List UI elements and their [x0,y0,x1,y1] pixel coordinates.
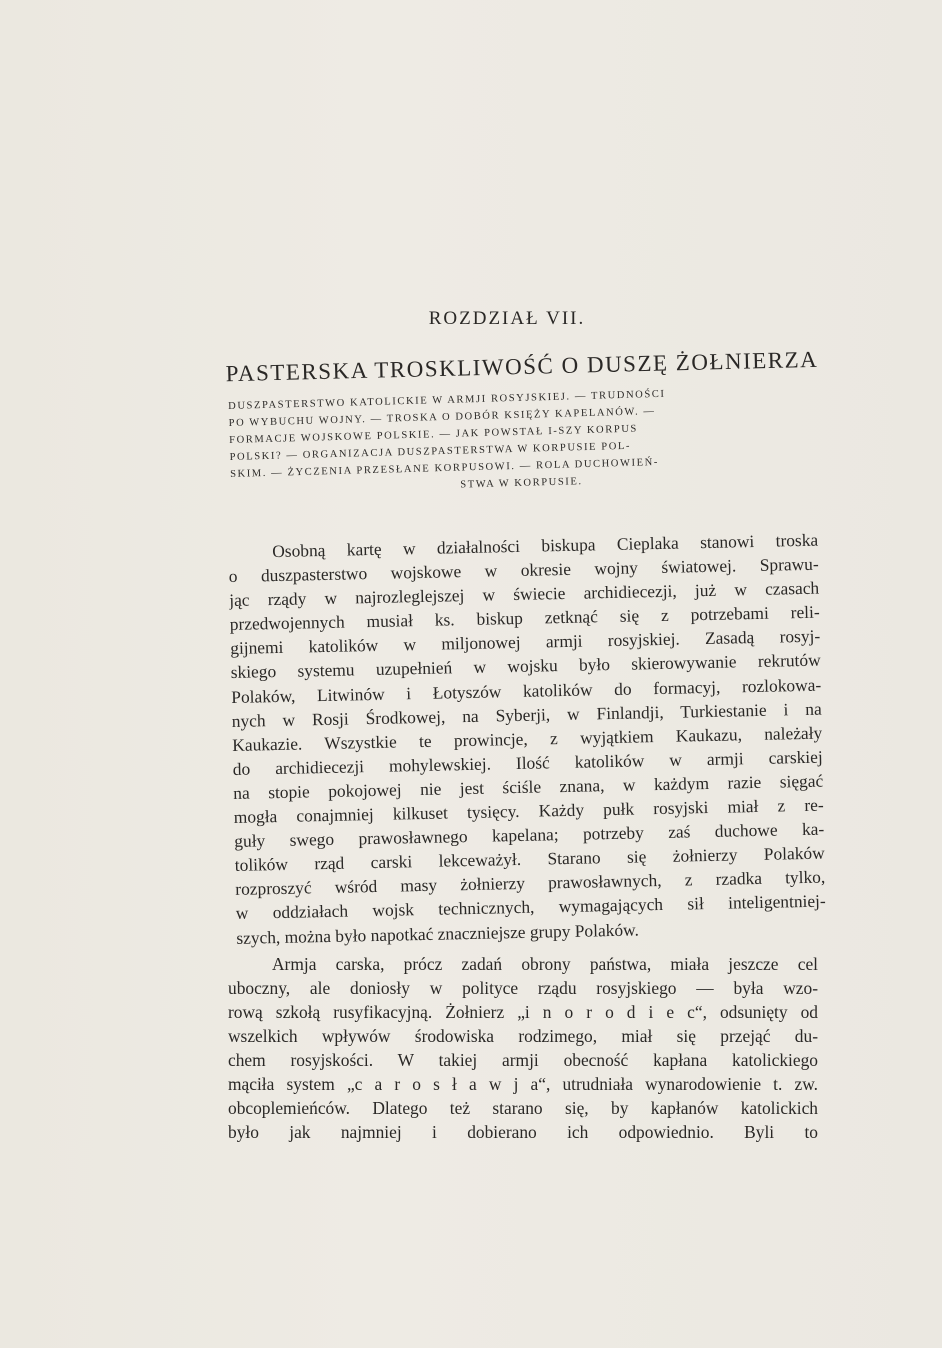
chapter-summary [228,382,813,500]
chapter-label: ROZDZIAŁ VII. [428,308,586,329]
text-line: było jak najmniej i dobierano ich odpowiednio. Byli to [228,1122,818,1143]
text-line: Polaków, Litwinów i Łotyszów katolików do formacyj, rozlokowa- [231,674,822,707]
text-line: guły swego prawosławnego kapelana; potrzeby zaś duchowe ka- [234,818,825,852]
paragraph-2 [228,952,818,1145]
body-text [228,529,826,1144]
text-line: obcoplemieńców. Dlatego też starano się, by kapłanów katolickich [228,1098,818,1119]
text-line: szych, można było napotkać znaczniejsze grupy Polaków. [236,918,640,948]
text-line: rową szkołą rusyfikacyjną. Żołnierz „i n o r o d i e c“, odsunięty od [228,1001,818,1022]
summary-line: DUSZPASTERSTWO KATOLICKIE W ARMJI ROSYJSKIEJ. — TRUDNOŚCI [228,388,666,412]
text-line: o duszpasterstwo wojskowe w okresie wojny światowej. Sprawu- [228,553,819,587]
summary-line: STWA W KORPUSIE. [460,476,583,491]
text-line: mogła conajmniej kilkuset tysięcy. Każdy pułk rosyjski miał z re- [233,794,824,827]
paragraph-1 [228,528,826,950]
summary-line: SKIM. — ŻYCZENIA PRZESŁANE KORPUSOWI. — ROLA DUCHOWIEŃ- [229,456,660,480]
text-line: uboczny, ale doniosły w polityce rządu rosyjskiego — była wzo- [228,977,818,998]
chapter-title: PASTERSKA TROSKLIWOŚĆ O DUSZĘ ŻOŁNIERZA [225,346,819,387]
text-line: chem rosyjskości. W takiej armji obecność kapłana katolickiego [228,1049,818,1070]
text-line: skiego systemu uzupełnień w wojsku było skierowywanie rekrutów [230,650,821,683]
text-line: przedwojennych musiał ks. biskup zetknąć się z potrzebami reli- [229,601,820,635]
text-line: tolików rząd carski lekceważył. Starano się żołnierzy Polaków [234,842,825,876]
text-line: gijnemi katolików w miljonowej armji rosyjskiej. Zasadą rosyj- [230,625,821,659]
summary-line: POLSKI? — ORGANIZACJA DUSZPASTERSTWA W KORPUSIE POL- [229,440,632,463]
summary-line: FORMACJE WOJSKOWE POLSKIE. — JAK POWSTAŁ I-SZY KORPUS [229,423,639,446]
text-line: mąciła system „c a r o s ł a w j a“, utrudniała wynarodowienie t. zw. [228,1074,818,1095]
text-line: do archidiecezji mohylewskiej. Ilość katolików w armji carskiej [232,746,823,779]
text-line: nych w Rosji Środkowej, na Syberji, w Finlandji, Turkiestanie i na [231,698,822,731]
text-line: Osobną kartę w działalności biskupa Cieplaka stanowi troska [272,529,819,562]
text-line: Kaukazie. Wszystkie te prowincje, z wyjątkiem Kaukazu, należały [232,722,823,755]
text-line: w oddziałach wojsk technicznych, wymagających sił inteligentniej- [235,890,826,924]
text-line: wszelkich wpływów środowiska rodzimego, miał się przejąć du- [228,1025,818,1046]
text-line: rozproszyć wśród masy żołnierzy prawosławnych, z rzadka tylko, [235,866,826,900]
text-line: na stopie pokojowej nie jest ściśle znana, w każdym razie sięgać [233,770,824,803]
text-line: Armja carska, prócz zadań obrony państwa, miała jeszcze cel [272,953,818,974]
text-line: jąc rządy w najrozleglejszej w świecie archidiecezji, już w czasach [229,577,820,611]
summary-line: PO WYBUCHU WOJNY. — TROSKA O DOBÓR KSIĘŻY KAPELANÓW. — [228,406,656,429]
